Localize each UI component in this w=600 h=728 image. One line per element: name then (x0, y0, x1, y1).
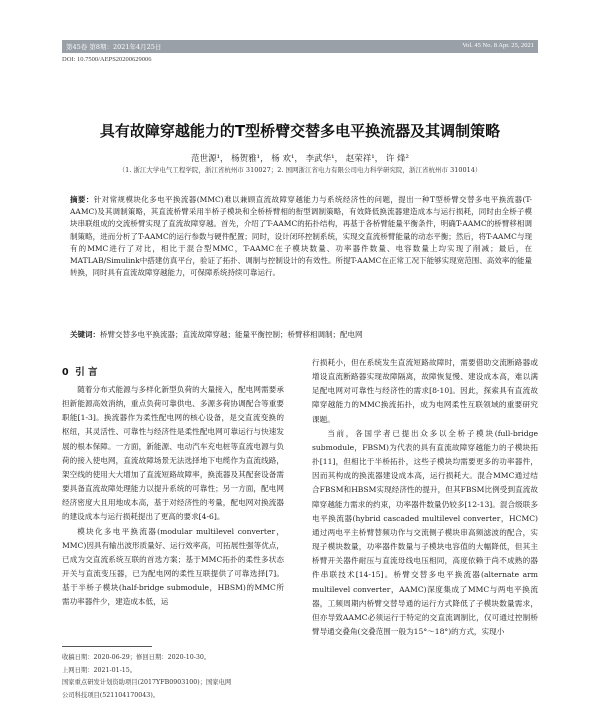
doi[interactable]: DOI: 10.7500/AEPS20200629006 (62, 56, 152, 63)
keywords-label: 关键词： (70, 330, 100, 339)
abstract-text: 针对常规模块化多电平换流器(MMC)难以兼顾直流故障穿越能力与系统经济性的问题，提出一种T型桥臂交替多电平换流器(T-AAMC)及其调制策略，其直流桥臂采用半桥子模块和全桥桥臂相的衔型调制策略，有效降低换流器建造成本与运行损耗，同时由全桥子模块串联组成的交流桥臂实现了直流故障穿越。首先，介绍了T-AAMC的拓扑结构，再基于各桥臂能量平衡条件，明确T-AAMC的桥臂移相调制策略，进而分析了T-AAMC的运行参数与硬件配置；同时，设计闭环控制系统，实现交直流桥臂能量的动态平衡；然后，将T-AAMC与现有的MMC进行了对比，相比于混合型MMC，T-AAMC在子模块数量、功率器件数量、电容数量上均实现了削减；最后，在MATLAB/Simulink中搭建仿真平台，验证了拓扑、调制与控制设计的有效性。所提T-AAMC在正常工况下能够实现宽范围、高效率的能量转换，同时具有直流故障穿越能力，可保障系统持续可靠运行。 (70, 195, 533, 278)
section-heading-introduction (62, 364, 98, 378)
footnote-divider (62, 646, 152, 647)
abstract-label: 摘要： (70, 195, 94, 204)
footnote-fund: 国家重点研发计划资助项目(2017YFB0903100)；国家电网 (62, 679, 232, 687)
footnote-fund-continued: 公司科技项目(521104170043)。 (62, 692, 160, 700)
keywords-text: 桥臂交替多电平换流器；直流故障穿越；能量平衡控制；桥臂移相调制；配电网 (100, 330, 363, 339)
body-paragraph: 随着分布式能源与多样化新型负荷的大量接入，配电网需要承担新能源高效消纳，重点负荷可靠供电、多源多荷协调配合等重要职能[1-3]。换流器作为柔性配电网的核心设备，是交直流变换的枢纽，其灵活性、可靠性与经济性是柔性配电网可靠运行与快速发展的根本保障。一方面，新能源、电动汽车充电桩等直流电源与负荷的接入使电网，直流故障场景无法选择地下电缆作为直流线路，架空线的使用大大增加了直流短路故障率，换流器及其配套设备需要具备直流故障处理能力以提升系统的可靠性；另一方面，配电网经济密度大且用地成本高，基于对经济性的考量，配电网对换流器的建设成本与运行损耗提出了更高的要求[4-6]。 (62, 385, 284, 522)
body-paragraph: 模块化多电平换流器(modular multilevel converter，MMC)因具有输出波形质量好、运行效率高，可拓展性强等优点，已成为交直流系统互联的首选方案；基于MMC拓扑的柔性多状态开关与直流变压器，已为配电网的柔性互联提供了可靠选择[7]。基于半桥子模块(half-bridge submodule，HBSM)的MMC所需功率器件少，建造成本低，运 (62, 526, 284, 607)
section-number: 0 (62, 367, 69, 378)
journal-header-bar (62, 40, 538, 53)
affiliations: （1. 浙江大学电气工程学院，浙江省杭州市 310027；2. 国网浙江省电力有限公司电力科学研究院，浙江省杭州市 310014） (118, 166, 482, 174)
journal-volume-cn: 第45卷 第8期：2021年4月25日 (66, 43, 162, 51)
body-column-right (312, 356, 538, 639)
authors: 范世源¹， 杨贺雅¹， 杨 欢¹， 李武华¹， 赵荣祥¹， 许 烽² (191, 154, 409, 164)
abstract (70, 194, 532, 279)
body-paragraph-continued: 行损耗小，但在系统发生直流短路故障时，需要借助交流断路器或增设直流断路器实现故障隔离，故障恢复慢、建设成本高，难以满足配电网对可靠性与经济性的需求[8-10]。因此，探索具有直流故障穿越能力的MMC换流拓扑，成为电网柔性互联领域的重要研究课题。 (312, 358, 538, 424)
footnote-online: 上网日期：2021-01-15。 (62, 666, 137, 674)
keywords (70, 329, 532, 341)
body-column-left (62, 383, 284, 610)
footnotes (62, 652, 284, 703)
footnote-received: 收稿日期：2020-06-29；修回日期：2020-10-30。 (62, 654, 211, 661)
journal-volume-en: Vol. 45 No. 8 Apr. 25, 2021 (462, 42, 534, 49)
paper-title: 具有故障穿越能力的T型桥臂交替多电平换流器及其调制策略 (99, 122, 501, 140)
section-title: 引 言 (75, 367, 98, 378)
body-paragraph: 当前，各国学者已提出众多以全桥子模块(full-bridge submodule，FBSM)为代表的具有直流故障穿越能力的子模块拓扑[11]，但相比于半桥拓扑，这些子模块均需要更多的功率器件，因而其构成的换流器建设成本高，运行损耗大。混合MMC通过结合FBSM和HBSM实现经济性的提升，但其FBSM比例受到直流故障穿越能力需求的约束，功率器件数量仍较多[12-13]。混合级联多电平换流器(hybrid cascaded multilevel converter，HCMC)通过两电平主桥臂替频功作与交流侧子模块串高频滤波的配合，实现子模块数量，功率器件数量与子模块电容值的大幅降低，但其主桥臂开关器件耐压与直流母线电压相同，高度依赖于尚不成熟的器件串联技术[14-15]。桥臂交替多电平换流器(alternate arm multilevel converter，AAMC)深度集成了MMC与两电平换流器，工频周期内桥臂交替导通的运行方式降低了子模块数量需求，但亦导致AAMC必须运行于特定的交直流调制比，仅可通过控制桥臂导通交叠角(交叠范围一般为15°～18°)的方式，实现小 (312, 428, 538, 636)
